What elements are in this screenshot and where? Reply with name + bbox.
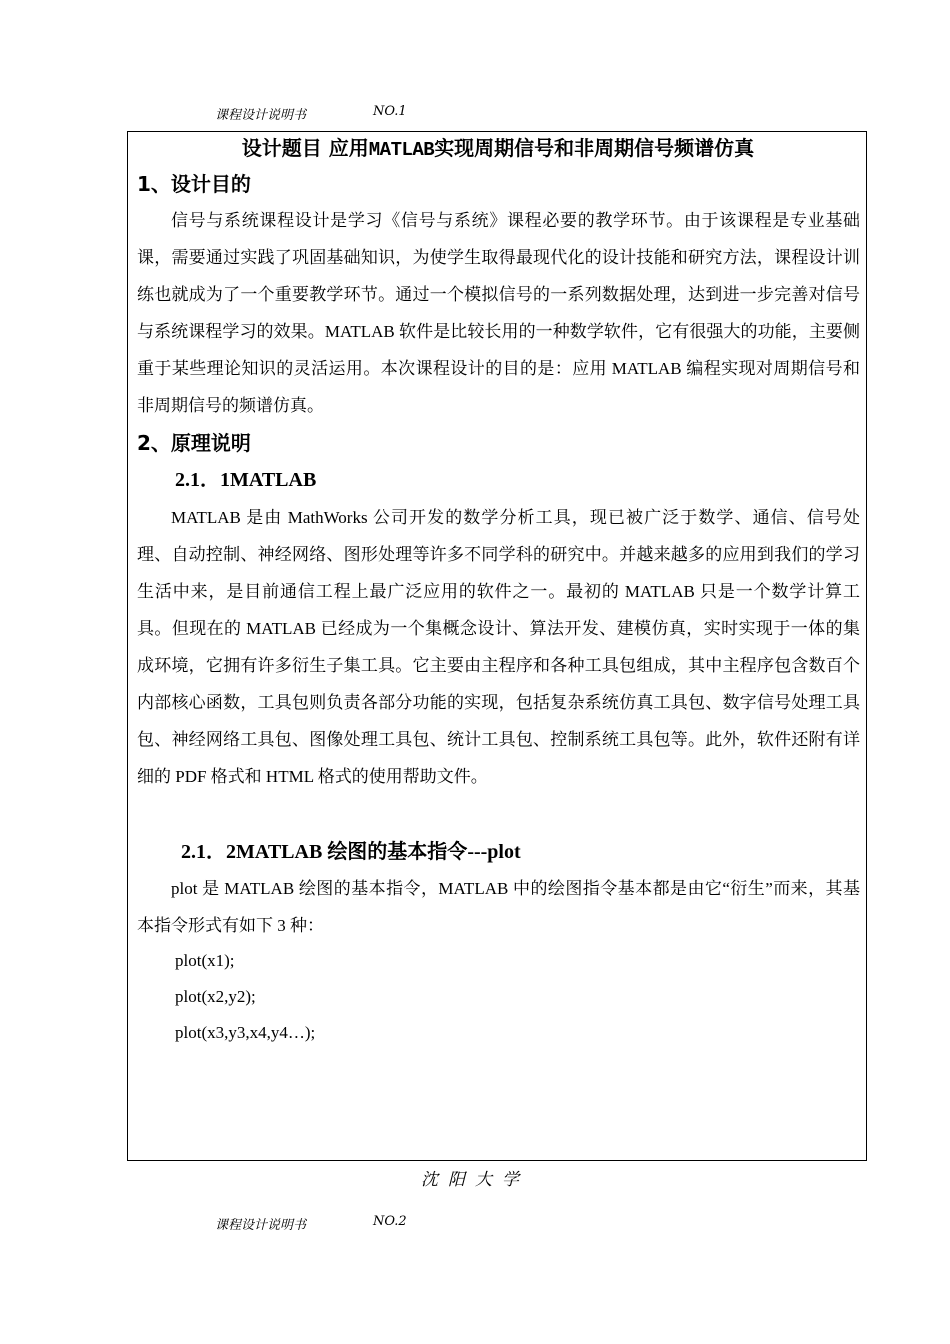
subsection-2-1-1-heading: 2.1．1MATLAB xyxy=(175,469,317,491)
design-title xyxy=(128,134,868,164)
subsection-2-1-2-paragraph: plot 是 MATLAB 绘图的基本指令，MATLAB 中的绘图指令基本都是由它“衍生”而来，其基本指令形式有如下 3 种： xyxy=(137,879,860,935)
subsection-2-1-2-heading xyxy=(181,837,521,866)
page-header-2 xyxy=(215,1214,407,1233)
header-title: 课程设计说明书 xyxy=(215,108,307,123)
subsection-2-1-2-cjk: 绘图的基本指令 xyxy=(327,839,468,863)
design-title-suffix: 实现周期信号和非周期信号频谱仿真 xyxy=(434,136,755,160)
header-page-number: NO.1 xyxy=(373,104,407,119)
content-frame xyxy=(127,131,867,1161)
header-page-number: NO.2 xyxy=(373,1214,407,1229)
header-title: 课程设计说明书 xyxy=(215,1218,307,1233)
code-line: plot(x2,y2); xyxy=(175,987,256,1006)
university-footer: 沈阳大学 xyxy=(421,1170,529,1190)
subsection-2-1-1-paragraph: MATLAB 是由 MathWorks 公司开发的数学分析工具，现已被广泛于数学、通信、信号处理、自动控制、神经网络、图形处理等许多不同学科的研究中。并越来越多的应用到我们的学习生活中来，是目前通信工程上最广泛应用的软件之一。最初的 MATLAB 只是一个数学计算工具。但现在的 MATLAB 已经成为一个集概念设计、算法开发、建模仿真，实时实现于一体的集成环境，它拥有许多衍生子集工具。它主要由主程序和各种工具包组成，其中主程序包含数百个内部核心函数，工具包则负责各部分功能的实现，包括复杂系统仿真工具包、数字信号处理工具包、神经网络工具包、图像处理工具包、统计工具包、控制系统工具包等。此外，软件还附有详细的 PDF 格式和 HTML 格式的使用帮助文件。 xyxy=(137,508,860,786)
page-header-1 xyxy=(215,104,407,123)
section-2-heading: 2、原理说明 xyxy=(137,431,251,455)
design-title-prefix: 设计题目 应用 xyxy=(241,136,369,160)
subsection-2-1-2-suffix: ---plot xyxy=(467,841,521,863)
design-title-matlab: MATLAB xyxy=(368,139,435,161)
section-1-paragraph: 信号与系统课程设计是学习《信号与系统》课程必要的教学环节。由于该课程是专业基础课，需要通过实践了巩固基础知识，为使学生取得最现代化的设计技能和研究方法，课程设计训练也就成为了一个重要教学环节。通过一个模拟信号的一系列数据处理，达到进一步完善对信号与系统课程学习的效果。MATLAB 软件是比较长用的一种数学软件，它有很强大的功能，主要侧重于某些理论知识的灵活运用。本次课程设计的目的是：应用 MATLAB 编程实现对周期信号和非周期信号的频谱仿真。 xyxy=(137,211,860,415)
subsection-2-1-2-prefix: 2.1．2MATLAB xyxy=(181,841,328,863)
section-1-heading: 1、设计目的 xyxy=(137,172,251,196)
code-line: plot(x3,y3,x4,y4…); xyxy=(175,1023,316,1042)
code-line: plot(x1); xyxy=(175,951,235,970)
